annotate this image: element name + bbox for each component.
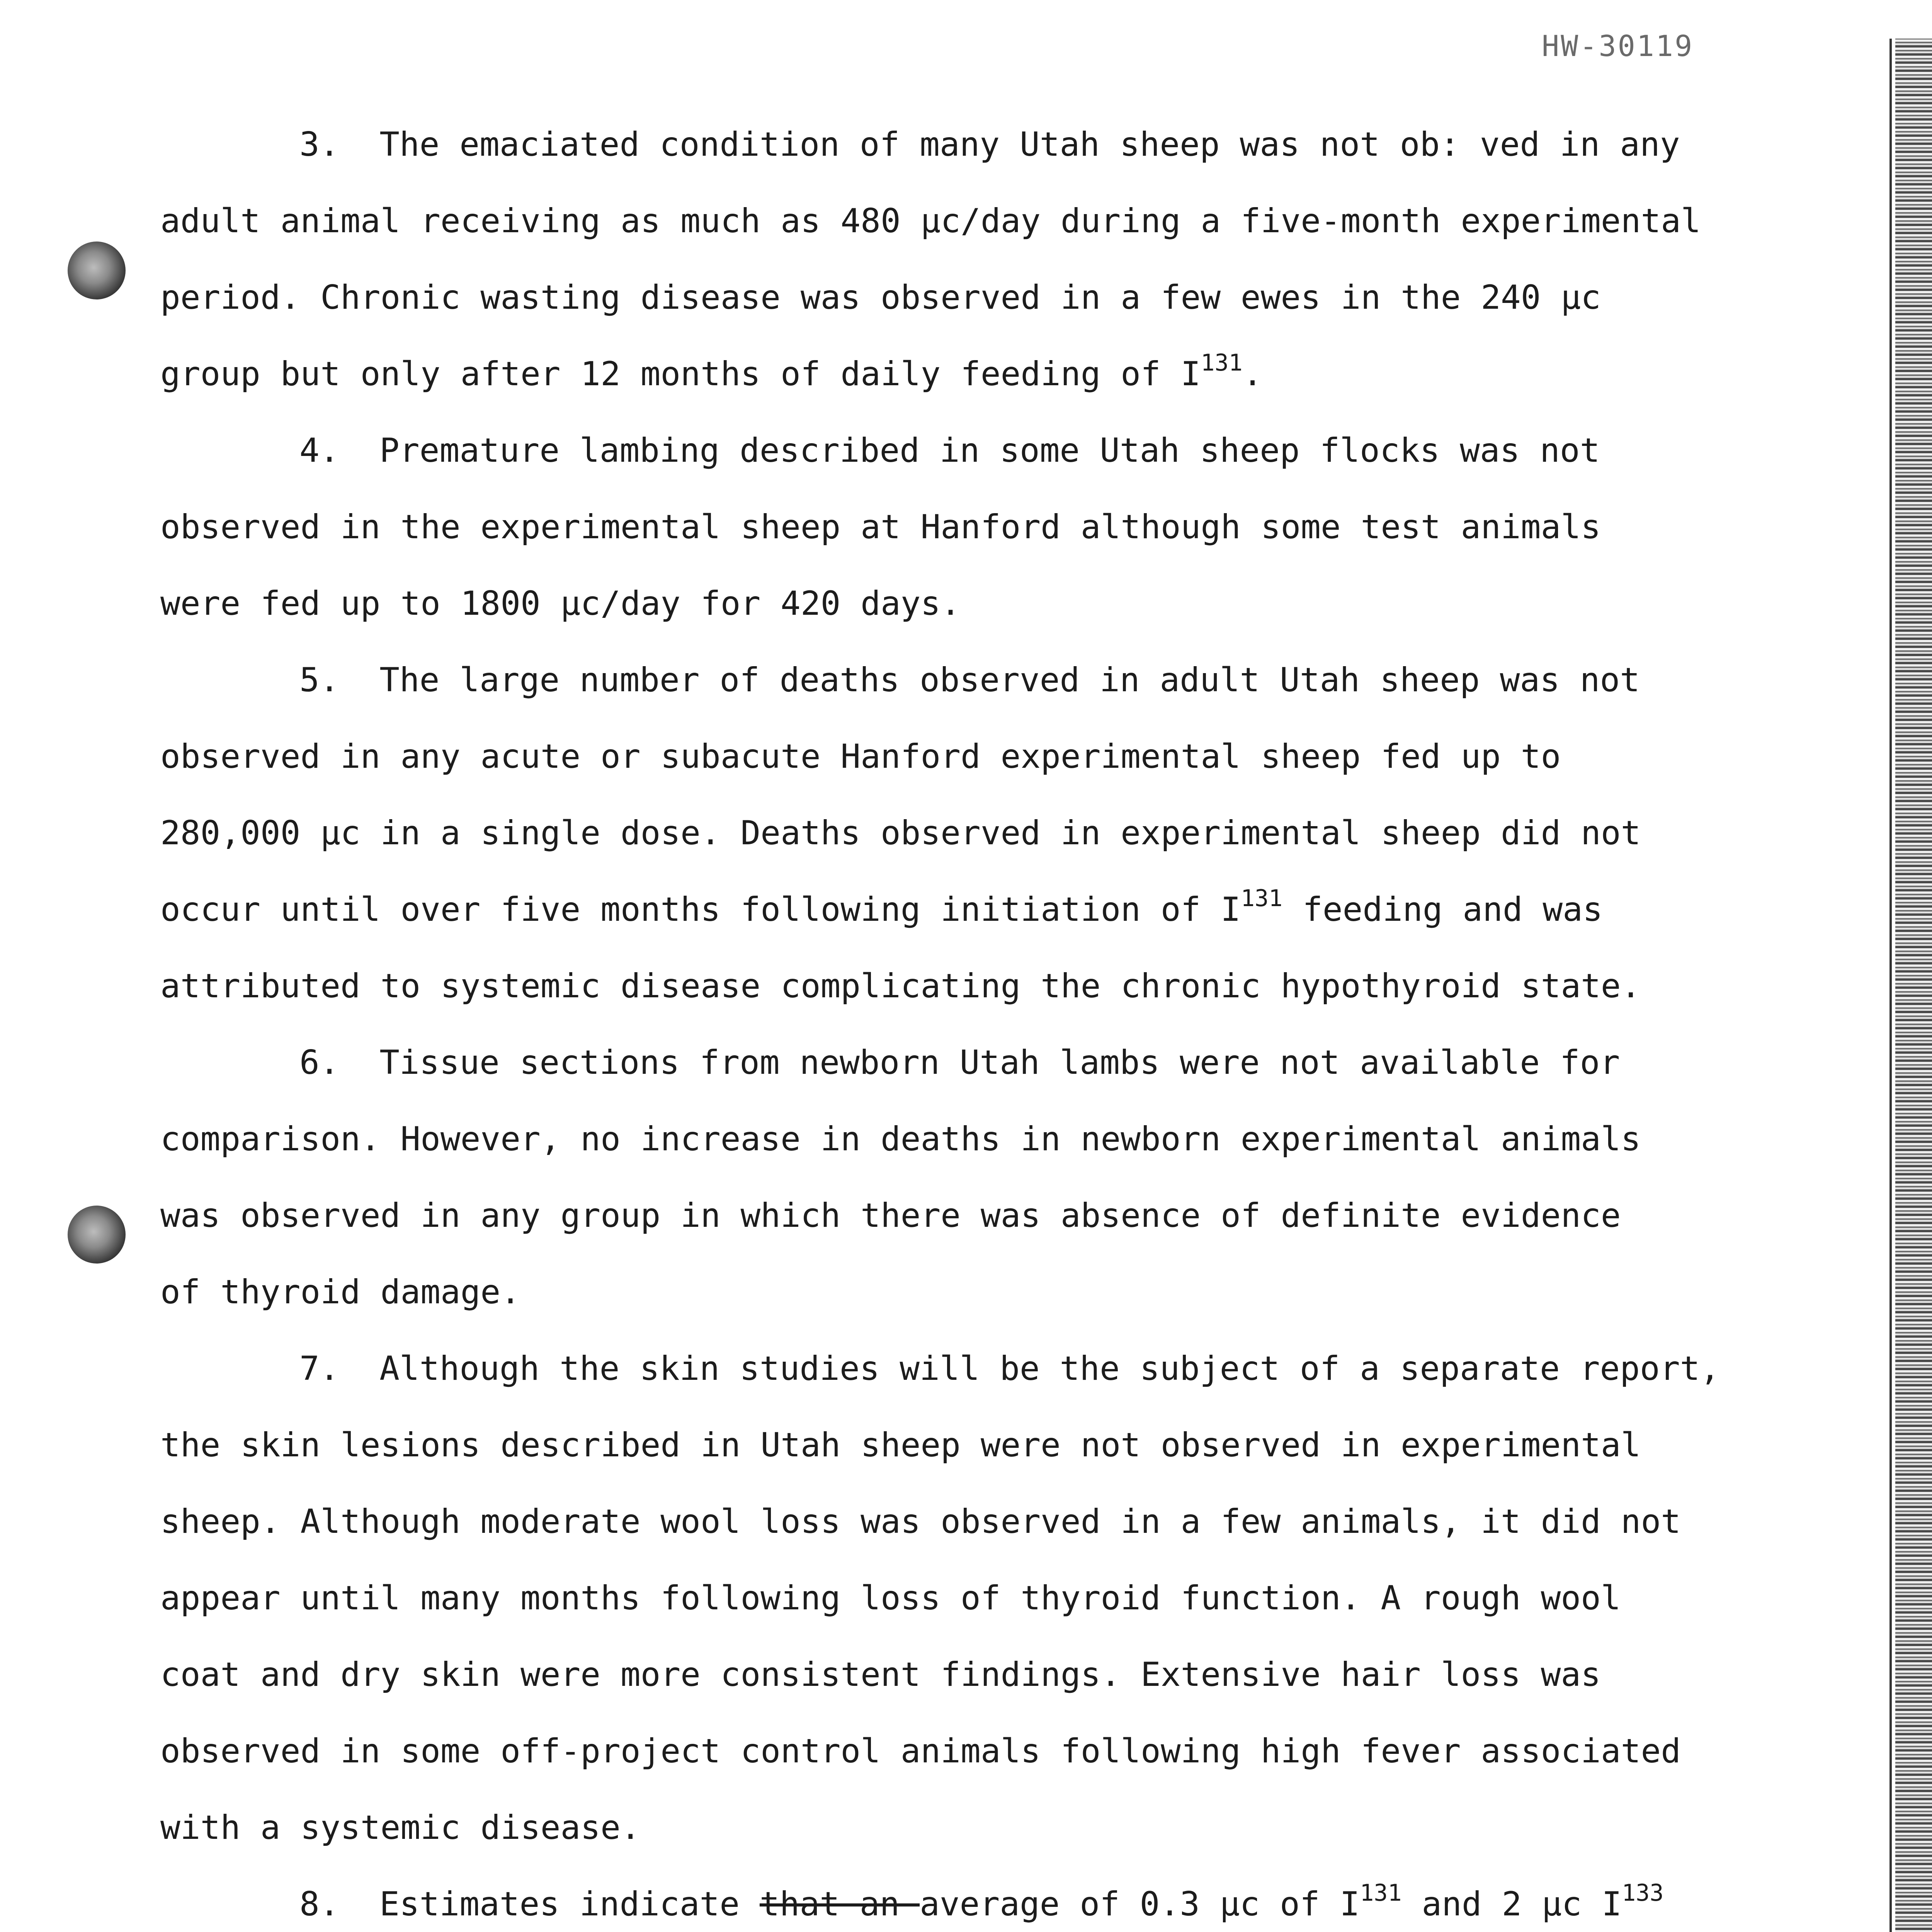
paragraph-4-line-2: observed in the experimental sheep at Hanford although some test animals [160, 508, 1601, 546]
paragraph-6-line-3: was observed in any group in which there was absence of definite evidence [160, 1196, 1621, 1235]
paragraph-7-line-5: coat and dry skin were more consistent findings. Extensive hair loss was [160, 1655, 1601, 1694]
paragraph-5-line-2: observed in any acute or subacute Hanford experimental sheep fed up to [160, 737, 1561, 776]
paragraph-7-line-6: observed in some off-project control animals following high fever associated [160, 1732, 1681, 1770]
paragraph-3-line-3: period. Chronic wasting disease was observed in a few ewes in the 240 µc [160, 278, 1601, 317]
scan-edge-line [1889, 39, 1892, 1932]
paragraph-8-line-1: 8. Estimates indicate that an average of 0.3 µc of $I^{131}$ and 2 µc $I^{133}$ [299, 1879, 1664, 1923]
paragraph-7-line-1: 7. Although the skin studies will be the subject of a separate report, [299, 1349, 1720, 1388]
paragraph-7-line-7: with a systemic disease. [160, 1808, 641, 1847]
body-text [160, 106, 1720, 1932]
punch-hole-middle [68, 1206, 126, 1264]
punch-hole-top [68, 242, 126, 299]
paragraph-5-line-3: 280,000 µc in a single dose. Deaths observed in experimental sheep did not [160, 814, 1641, 852]
scan-edge-noise [1895, 39, 1932, 1932]
paragraph-7-line-2: the skin lesions described in Utah sheep were not observed in experimental [160, 1426, 1641, 1464]
paragraph-3-line-4: group but only after 12 months of daily feeding of $I^{131}$. [160, 349, 1263, 393]
paragraph-6-line-2: comparison. However, no increase in deaths in newborn experimental animals [160, 1120, 1641, 1158]
paragraph-7-line-3: sheep. Although moderate wool loss was observed in a few animals, it did not [160, 1502, 1681, 1541]
document-code: HW-30119 [1542, 29, 1694, 63]
paragraph-3-line-1: 3. The emaciated condition of many Utah sheep was not ob: ved in any [299, 125, 1680, 164]
paragraph-7-line-4: appear until many months following loss of thyroid function. A rough wool [160, 1579, 1621, 1617]
paragraph-5-line-4: occur until over five months following initiation of $I^{131}$ feeding and was [160, 885, 1603, 929]
paragraph-5-line-5: attributed to systemic disease complicating the chronic hypothyroid state. [160, 967, 1641, 1005]
paragraph-3-line-2: adult animal receiving as much as 480 µc/day during a five-month experimental [160, 202, 1701, 240]
paragraph-4-line-1: 4. Premature lambing described in some Utah sheep flocks was not [299, 431, 1600, 470]
paragraph-5-line-1: 5. The large number of deaths observed in adult Utah sheep was not [299, 661, 1640, 699]
paragraph-6-line-1: 6. Tissue sections from newborn Utah lambs were not available for [299, 1043, 1620, 1082]
paragraph-6-line-4: of thyroid damage. [160, 1273, 520, 1311]
strikethrough-text: that an [759, 1885, 920, 1923]
paragraph-4-line-3: were fed up to 1800 µc/day for 420 days. [160, 584, 961, 623]
